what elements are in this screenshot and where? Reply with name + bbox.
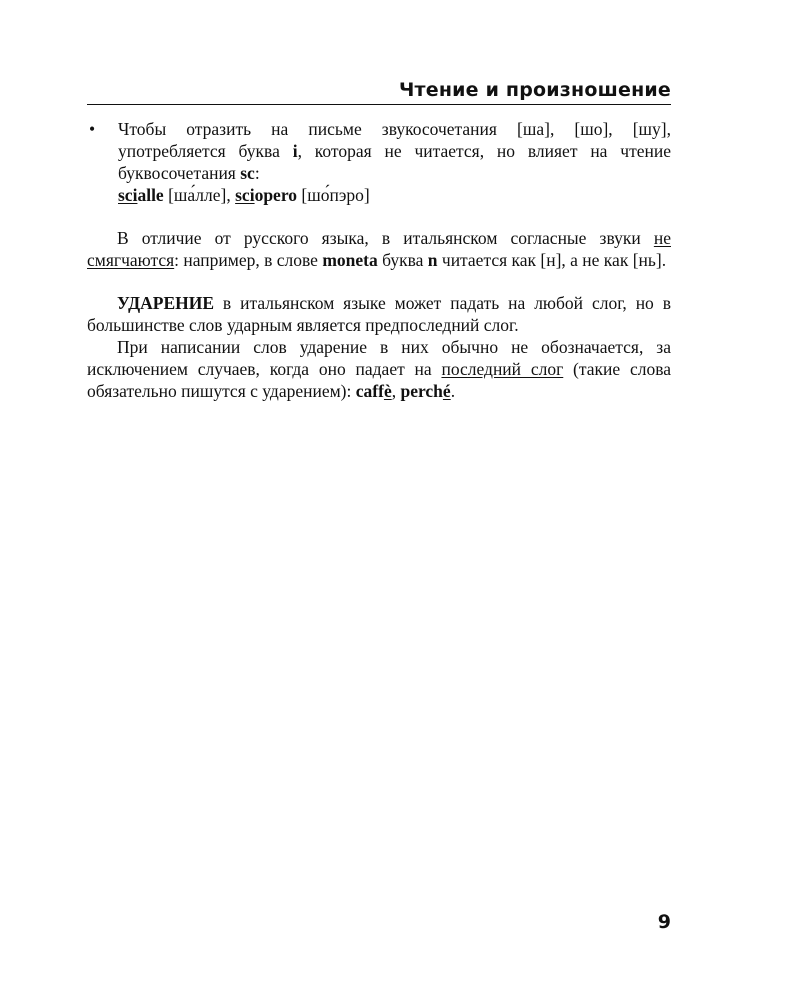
- example-caffe-plain: caff: [355, 381, 384, 401]
- paragraph-writing: [87, 336, 671, 402]
- underlined-ne-smyagchayutsya: не смягчаются: [87, 228, 671, 270]
- bullet-text-part-2: , которая не читается, но влияет на чтение буквосочетания: [118, 141, 672, 183]
- bullet-text-part-3: :: [254, 163, 260, 183]
- example-perche-accent: é: [442, 381, 451, 401]
- softening-text-2: : например, в слове: [174, 250, 323, 270]
- page-number: 9: [657, 911, 671, 933]
- example-caffe-accent: è: [383, 381, 392, 401]
- writing-text-2: (такие слова обязательно пишутся с ударением):: [87, 359, 671, 401]
- example-separator: ,: [391, 381, 401, 401]
- softening-text-3: буква: [377, 250, 428, 270]
- bullet-text-part-1: Чтобы отразить на письме звукосочетания [ша], [шо], [шу], употребляется буква: [118, 119, 671, 161]
- bullet-item: [87, 118, 671, 206]
- paragraph-gap: [87, 206, 671, 227]
- example-sciopero-rest: opero: [254, 185, 298, 205]
- bullet-text: [118, 118, 671, 206]
- writing-end: .: [450, 381, 456, 401]
- paragraph-softening: [87, 227, 671, 271]
- softening-text-4: читается как [н], а не как [нь].: [437, 250, 667, 270]
- bold-sc: sc: [240, 163, 255, 183]
- running-title: Чтение и произношение: [398, 79, 671, 101]
- example-sci-underlined-1: sci: [118, 185, 138, 205]
- example-scialle-rest: alle: [137, 185, 164, 205]
- bold-letter-n: n: [427, 250, 438, 270]
- example-scialle-transcription: [ша́лле],: [163, 185, 236, 205]
- example-perche-plain: perch: [400, 381, 443, 401]
- example-sci-underlined-2: sci: [235, 185, 255, 205]
- stress-text: в итальянском языке может падать на любой слог, но в большинстве слов ударным является предпоследний слог.: [87, 293, 671, 335]
- running-header: [87, 78, 671, 105]
- paragraph-gap: [87, 271, 671, 292]
- writing-text-1: При написании слов ударение в них обычно не обозначается, за исключением случаев, когда оно падает на: [87, 337, 671, 379]
- page-body: [87, 118, 671, 402]
- underlined-posledniy-slog: последний слог: [441, 359, 564, 379]
- term-udarenie: УДАРЕНИЕ: [117, 293, 215, 313]
- bullet-icon: •: [89, 119, 96, 139]
- softening-text-1: В отличие от русского языка, в итальянском согласные звуки: [117, 228, 654, 248]
- paragraph-stress: [87, 292, 671, 336]
- bold-letter-i: i: [292, 141, 298, 161]
- example-sciopero-transcription: [шо́пэро]: [297, 185, 370, 205]
- bold-moneta: moneta: [322, 250, 378, 270]
